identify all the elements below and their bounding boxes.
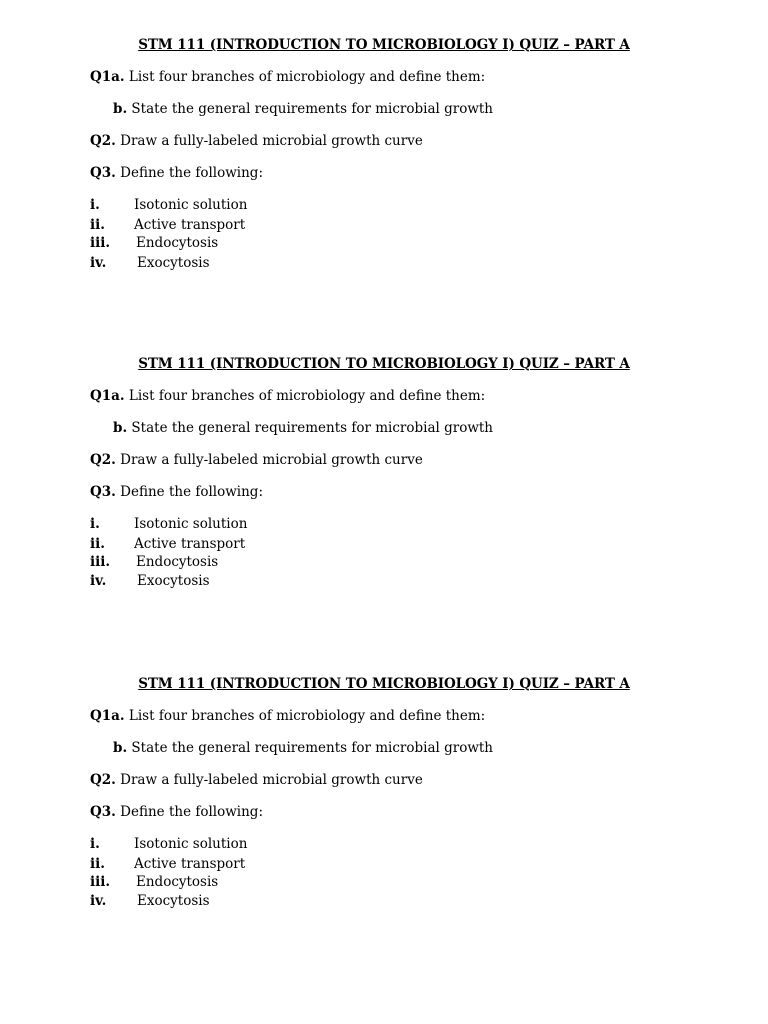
question-1b [113, 419, 493, 437]
question-label: b. [113, 101, 128, 117]
list-numeral: iv. [90, 255, 107, 271]
list-item-text: Active transport [134, 536, 246, 552]
quiz-title: STM 111 (INTRODUCTION TO MICROBIOLOGY I) QUIZ – PART A [138, 37, 630, 53]
question-text: Define the following: [115, 804, 263, 820]
question-text: Draw a fully-labeled microbial growth curve [115, 452, 423, 468]
question-3 [90, 483, 263, 501]
question-3 [90, 164, 263, 182]
question-text: Define the following: [115, 165, 263, 181]
list-item-text: Exocytosis [137, 893, 210, 909]
question-text: List four branches of microbiology and define them: [124, 708, 486, 724]
list-numeral: iii. [90, 874, 111, 890]
list-numeral: iii. [90, 235, 111, 251]
quiz-block-1 [0, 36, 768, 336]
quiz-title: STM 111 (INTRODUCTION TO MICROBIOLOGY I) QUIZ – PART A [138, 356, 630, 372]
question-text: List four branches of microbiology and define them: [124, 388, 486, 404]
list-item-text: Isotonic solution [134, 197, 248, 213]
list-item-text: Active transport [134, 217, 246, 233]
list-item-text: Exocytosis [137, 255, 210, 271]
list-numeral: i. [90, 836, 100, 852]
question-text: Draw a fully-labeled microbial growth curve [115, 133, 423, 149]
list-item-text: Endocytosis [136, 554, 219, 570]
question-label: Q3. [90, 165, 116, 181]
list-numeral: ii. [90, 856, 105, 872]
question-label: Q3. [90, 484, 116, 500]
list-item-text: Isotonic solution [134, 836, 248, 852]
list-item-text: Exocytosis [137, 573, 210, 589]
question-text: Define the following: [115, 484, 263, 500]
list-numeral: i. [90, 516, 100, 532]
question-label: Q1a. [90, 708, 125, 724]
question-2 [90, 451, 423, 469]
list-item-text: Endocytosis [136, 874, 219, 890]
question-2 [90, 132, 423, 150]
question-label: b. [113, 420, 128, 436]
question-1b [113, 100, 493, 118]
question-label: Q2. [90, 772, 116, 788]
quiz-block-2 [0, 355, 768, 655]
question-label: Q3. [90, 804, 116, 820]
question-text: Draw a fully-labeled microbial growth curve [115, 772, 423, 788]
question-text: State the general requirements for microbial growth [127, 740, 493, 756]
question-text: State the general requirements for microbial growth [127, 101, 493, 117]
list-item-text: Endocytosis [136, 235, 219, 251]
question-label: Q2. [90, 133, 116, 149]
question-2 [90, 771, 423, 789]
list-item-text: Isotonic solution [134, 516, 248, 532]
list-item-text: Active transport [134, 856, 246, 872]
list-numeral: iv. [90, 893, 107, 909]
quiz-block-3 [0, 675, 768, 975]
list-numeral: iv. [90, 573, 107, 589]
question-1a [90, 68, 485, 86]
question-1a [90, 387, 485, 405]
question-text: List four branches of microbiology and define them: [124, 69, 486, 85]
question-1a [90, 707, 485, 725]
question-label: Q1a. [90, 388, 125, 404]
list-numeral: ii. [90, 536, 105, 552]
question-text: State the general requirements for microbial growth [127, 420, 493, 436]
list-numeral: iii. [90, 554, 111, 570]
quiz-title: STM 111 (INTRODUCTION TO MICROBIOLOGY I) QUIZ – PART A [138, 676, 630, 692]
question-label: Q2. [90, 452, 116, 468]
question-label: b. [113, 740, 128, 756]
list-numeral: ii. [90, 217, 105, 233]
question-label: Q1a. [90, 69, 125, 85]
list-numeral: i. [90, 197, 100, 213]
question-3 [90, 803, 263, 821]
question-1b [113, 739, 493, 757]
